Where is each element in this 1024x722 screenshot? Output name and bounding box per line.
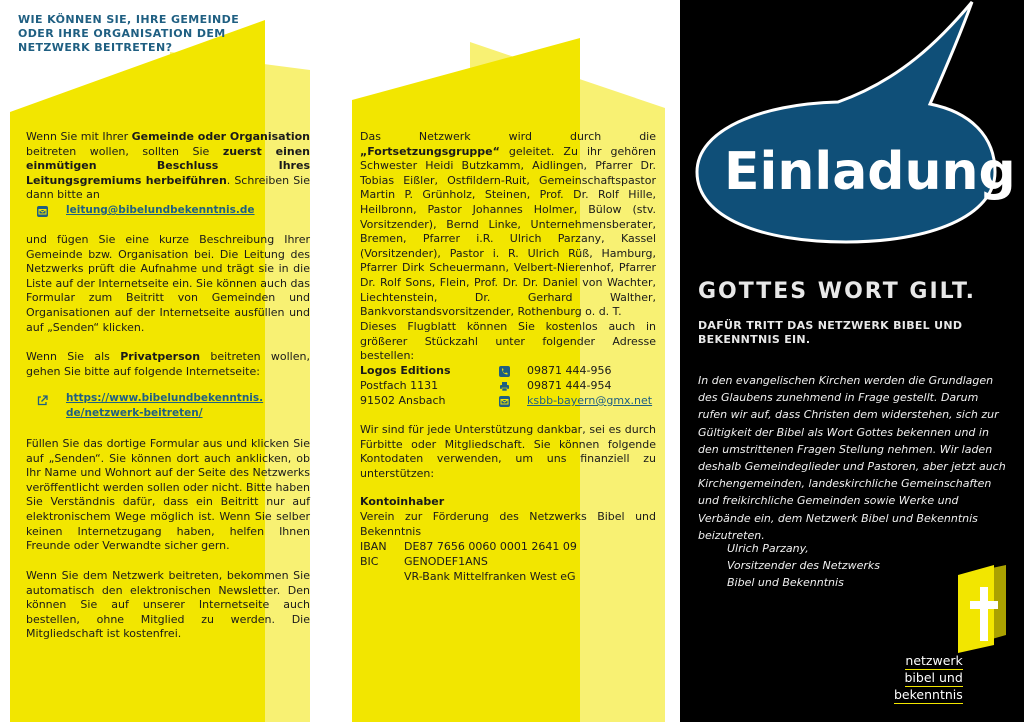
- join-paragraph-private: Wenn Sie als Privatperson beitreten wollen, gehen Sie bitte auf folgende Internetseite:: [26, 350, 310, 378]
- signature-role-1: Vorsitzender des Netzwerks: [727, 559, 880, 573]
- address-line-2: 91502 Ansbach: [360, 394, 446, 407]
- signature-block: [727, 540, 880, 592]
- logo-line-1: netzwerk: [905, 653, 963, 668]
- bic-label: BIC: [360, 555, 379, 568]
- support-paragraph: Wir sind für jede Unterstützung dankbar, sei es durch Fürbitte oder Mitgliedschaft. Sie können folgende Kontodaten verwenden, um uns finanziell zu unterstützen:: [360, 423, 656, 480]
- motto: GOTTES WORT GILT.: [698, 279, 977, 304]
- iban-label: IBAN: [360, 540, 387, 553]
- logo-line-3: bekenntnis: [894, 687, 963, 702]
- bank-name: VR-Bank Mittelfranken West eG: [404, 570, 576, 583]
- join-heading: WIE KÖNNEN SIE, IHRE GEMEINDE ODER IHRE ORGANISATION DEM NETZWERK BEITRETEN?: [18, 13, 240, 54]
- account-holder: Verein zur Förderung des Netzwerks Bibel und Bekenntnis: [360, 510, 656, 538]
- join-paragraph-description: und fügen Sie eine kurze Beschreibung Ihrer Gemeinde bzw. Organisation bei. Die Leitung des Netzwerks prüft die Aufnahme und trägt sie in die Liste auf der Internetseite ein. Sie können auch das Formular zum Beitritt von Gemeinden und Organisationen auf der Internetseite ausfüllen und auf „Senden“ klicken.: [26, 233, 310, 334]
- fax-number: 09871 444-954: [527, 379, 612, 392]
- subtitle: DAFÜR TRITT DAS NETZWERK BIBEL UND BEKENNTNIS EIN.: [698, 319, 963, 346]
- invitation-title: Einladung: [724, 142, 1016, 202]
- signature-role-2: Bibel und Bekenntnis: [727, 576, 844, 590]
- network-logo-text: [894, 653, 963, 704]
- account-heading: Kontoinhaber: [360, 495, 445, 508]
- join-paragraph-newsletter: Wenn Sie dem Netzwerk beitreten, bekommen Sie automatisch den elektronischen Newsletter. Den können Sie auf unserer Internetseite auch bestellen, ohne Mitglied zu werden. Die Mitgliedschaft ist kostenfrei.: [26, 569, 310, 641]
- address-name: Logos Editions: [360, 364, 451, 377]
- order-email-link[interactable]: ksbb-bayern@gmx.net: [527, 394, 653, 407]
- logo-line-2: bibel und: [904, 670, 963, 685]
- join-url-link[interactable]: https://www.bibelundbekenntnis.de/netzwerk-beitreten/: [66, 392, 264, 419]
- order-paragraph: Dieses Flugblatt können Sie kostenlos auch in größerer Stückzahl unter folgender Adresse bestellen:: [360, 320, 656, 363]
- join-paragraph-form: Füllen Sie das dortige Formular aus und klicken Sie auf „Senden“. Sie können dort auch anklicken, ob Ihr Name und Wohnort auf der Seite des Netzwerks veröffentlicht werden sollen oder nicht. Bitte haben Sie Verständnis dafür, dass ein Beitritt nur auf elektronischem Wege möglich ist. Wenn Sie selber keinen Internetzugang haben, helfen Ihnen Freunde oder Verwandte sicher gern.: [26, 437, 310, 553]
- address-line-1: Postfach 1131: [360, 379, 439, 392]
- intro-text: In den evangelischen Kirchen werden die Grundlagen des Glaubens zunehmend in Frage gestellt. Darum rufen wir auf, dass Christen dem widerstehen, sich zur Gültigkeit der Bibel als Wort Gottes bekennen und in den umstrittenen Fragen Stellung nehmen. Wir laden deshalb Gemeindeglieder und Pastoren, aber jetzt auch Kirchengemeinden, landeskirchliche Gemeinschaften und freikirchliche Gemeinden sowie Werke und Verbände ein, dem Netzwerk Bibel und Bekenntnis beizutreten.: [698, 374, 1006, 542]
- join-paragraph-organisation: Wenn Sie mit Ihrer Gemeinde oder Organisation beitreten wollen, sollten Sie zuerst einen einmütigen Beschluss Ihres Leitungsgremiums herbeiführen. Schreiben Sie dann bitte an: [26, 130, 311, 202]
- cross-icon: [958, 565, 1008, 655]
- email-link[interactable]: leitung@bibelundbekenntnis.de: [66, 204, 255, 216]
- bic-value: GENODEF1ANS: [404, 555, 488, 568]
- iban-value: DE87 7656 0060 0001 2641 09: [404, 540, 577, 553]
- leadership-paragraph: Das Netzwerk wird durch die „Fortsetzungsgruppe“ geleitet. Zu ihr gehören Schwester Heidi Butzkamm, Aidlingen, Pfarrer Dr. Tobias Eißler, Ostfildern-Ruit, Gemeinschaftspastor Martin P. Grünholz, Steinen, Prof. Dr. Rolf Hille, Heilbronn, Pastor Johannes Holmer, Bülow (stv. Vorsitzender), Bernd Linke, Unternehmensberater, Bremen, Pfarrer i.R. Ulrich Parzany, Kassel (Vorsitzender), Pastor i. R. Ulrich Rüß, Hamburg, Pfarrer Dirk Scheuermann, Velbert-Nierenhof, Pfarrer Dr. Rolf Sons, Flein, Prof. Dr. Dr. Daniel von Wachter, Liechtenstein, Dr. Gerhard Walther, Bankvorstandsvorsitzender, Rothenburg o. d. T.: [360, 130, 656, 319]
- phone-number: 09871 444-956: [527, 364, 612, 377]
- signature-name: Ulrich Parzany,: [727, 542, 809, 555]
